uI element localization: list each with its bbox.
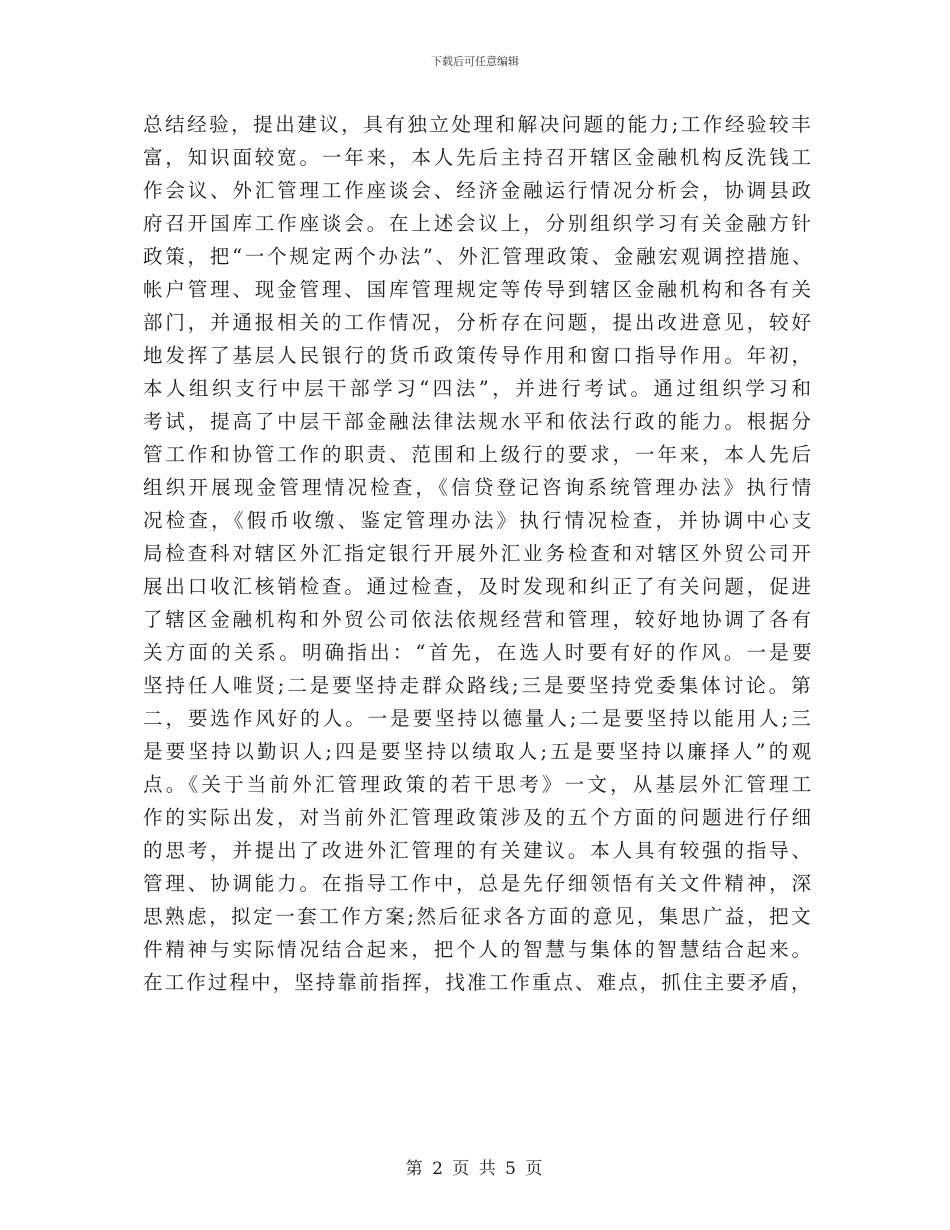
text-line: 考试，提高了中层干部金融法律法规水平和依法行政的能力。根据分 [143, 410, 814, 433]
text-line: 总结经验，提出建议，具有独立处理和解决问题的能力;工作经验较丰 [143, 113, 814, 136]
text-line: 作的实际出发，对当前外汇管理政策涉及的五个方面的问题进行仔细 [143, 806, 814, 829]
text-line: 在工作过程中，坚持靠前指挥，找准工作重点、难点，抓住主要矛盾， [143, 971, 813, 994]
text-line: 部门，并通报相关的工作情况，分析存在问题，提出改进意见，较好 [143, 311, 814, 334]
text-line: 作会议、外汇管理工作座谈会、经济金融运行情况分析会，协调县政 [143, 179, 814, 202]
text-line: 府召开国库工作座谈会。在上述会议上，分别组织学习有关金融方针 [143, 212, 814, 235]
text-line: 展出口收汇核销检查。通过检查，及时发现和纠正了有关问题，促进 [143, 575, 814, 598]
text-line: 本人组织支行中层干部学习“四法”，并进行考试。通过组织学习和 [143, 377, 815, 400]
body-text [143, 108, 815, 999]
text-line: 组织开展现金管理情况检查，《信贷登记咨询系统管理办法》执行情 [143, 476, 815, 499]
text-line: 管工作和协管工作的职责、范围和上级行的要求，一年来，本人先后 [143, 443, 814, 466]
text-line: 帐户管理、现金管理、国库管理规定等传导到辖区金融机构和各有关 [143, 278, 814, 301]
text-line: 是要坚持以勤识人;四是要坚持以绩取人;五是要坚持以廉择人”的观 [143, 740, 815, 763]
text-line: 局检查科对辖区外汇指定银行开展外汇业务检查和对辖区外贸公司开 [143, 542, 814, 565]
text-line: 思熟虑，拟定一套工作方案;然后征求各方面的意见，集思广益，把文 [143, 905, 814, 928]
text-line: 的思考，并提出了改进外汇管理的有关建议。本人具有较强的指导、 [143, 839, 814, 862]
text-line: 富，知识面较宽。一年来，本人先后主持召开辖区金融机构反洗钱工 [143, 146, 814, 169]
text-line: 关方面的关系。明确指出：“首先，在选人时要有好的作风。一是要 [143, 641, 815, 664]
text-line: 管理、协调能力。在指导工作中，总是先仔细领悟有关文件精神，深 [143, 872, 814, 895]
text-line: 坚持任人唯贤;二是要坚持走群众路线;三是要坚持党委集体讨论。第 [143, 674, 814, 697]
page-number-footer: 第 2 页 共 5 页 [405, 1159, 545, 1179]
text-line: 地发挥了基层人民银行的货币政策传导作用和窗口指导作用。年初， [143, 344, 814, 367]
text-line: 二，要选作风好的人。一是要坚持以德量人;二是要坚持以能用人;三 [143, 707, 814, 730]
text-line: 点。《关于当前外汇管理政策的若干思考》一文，从基层外汇管理工 [143, 773, 815, 796]
text-line: 况检查，《假币收缴、鉴定管理办法》执行情况检查，并协调中心支 [143, 509, 815, 532]
page-header: 下载后可任意编辑 [431, 55, 519, 68]
text-line: 件精神与实际情况结合起来，把个人的智慧与集体的智慧结合起来。 [143, 938, 814, 961]
text-line: 政策，把“一个规定两个办法”、外汇管理政策、金融宏观调控措施、 [143, 245, 815, 268]
text-line: 了辖区金融机构和外贸公司依法依规经营和管理，较好地协调了各有 [143, 608, 814, 631]
